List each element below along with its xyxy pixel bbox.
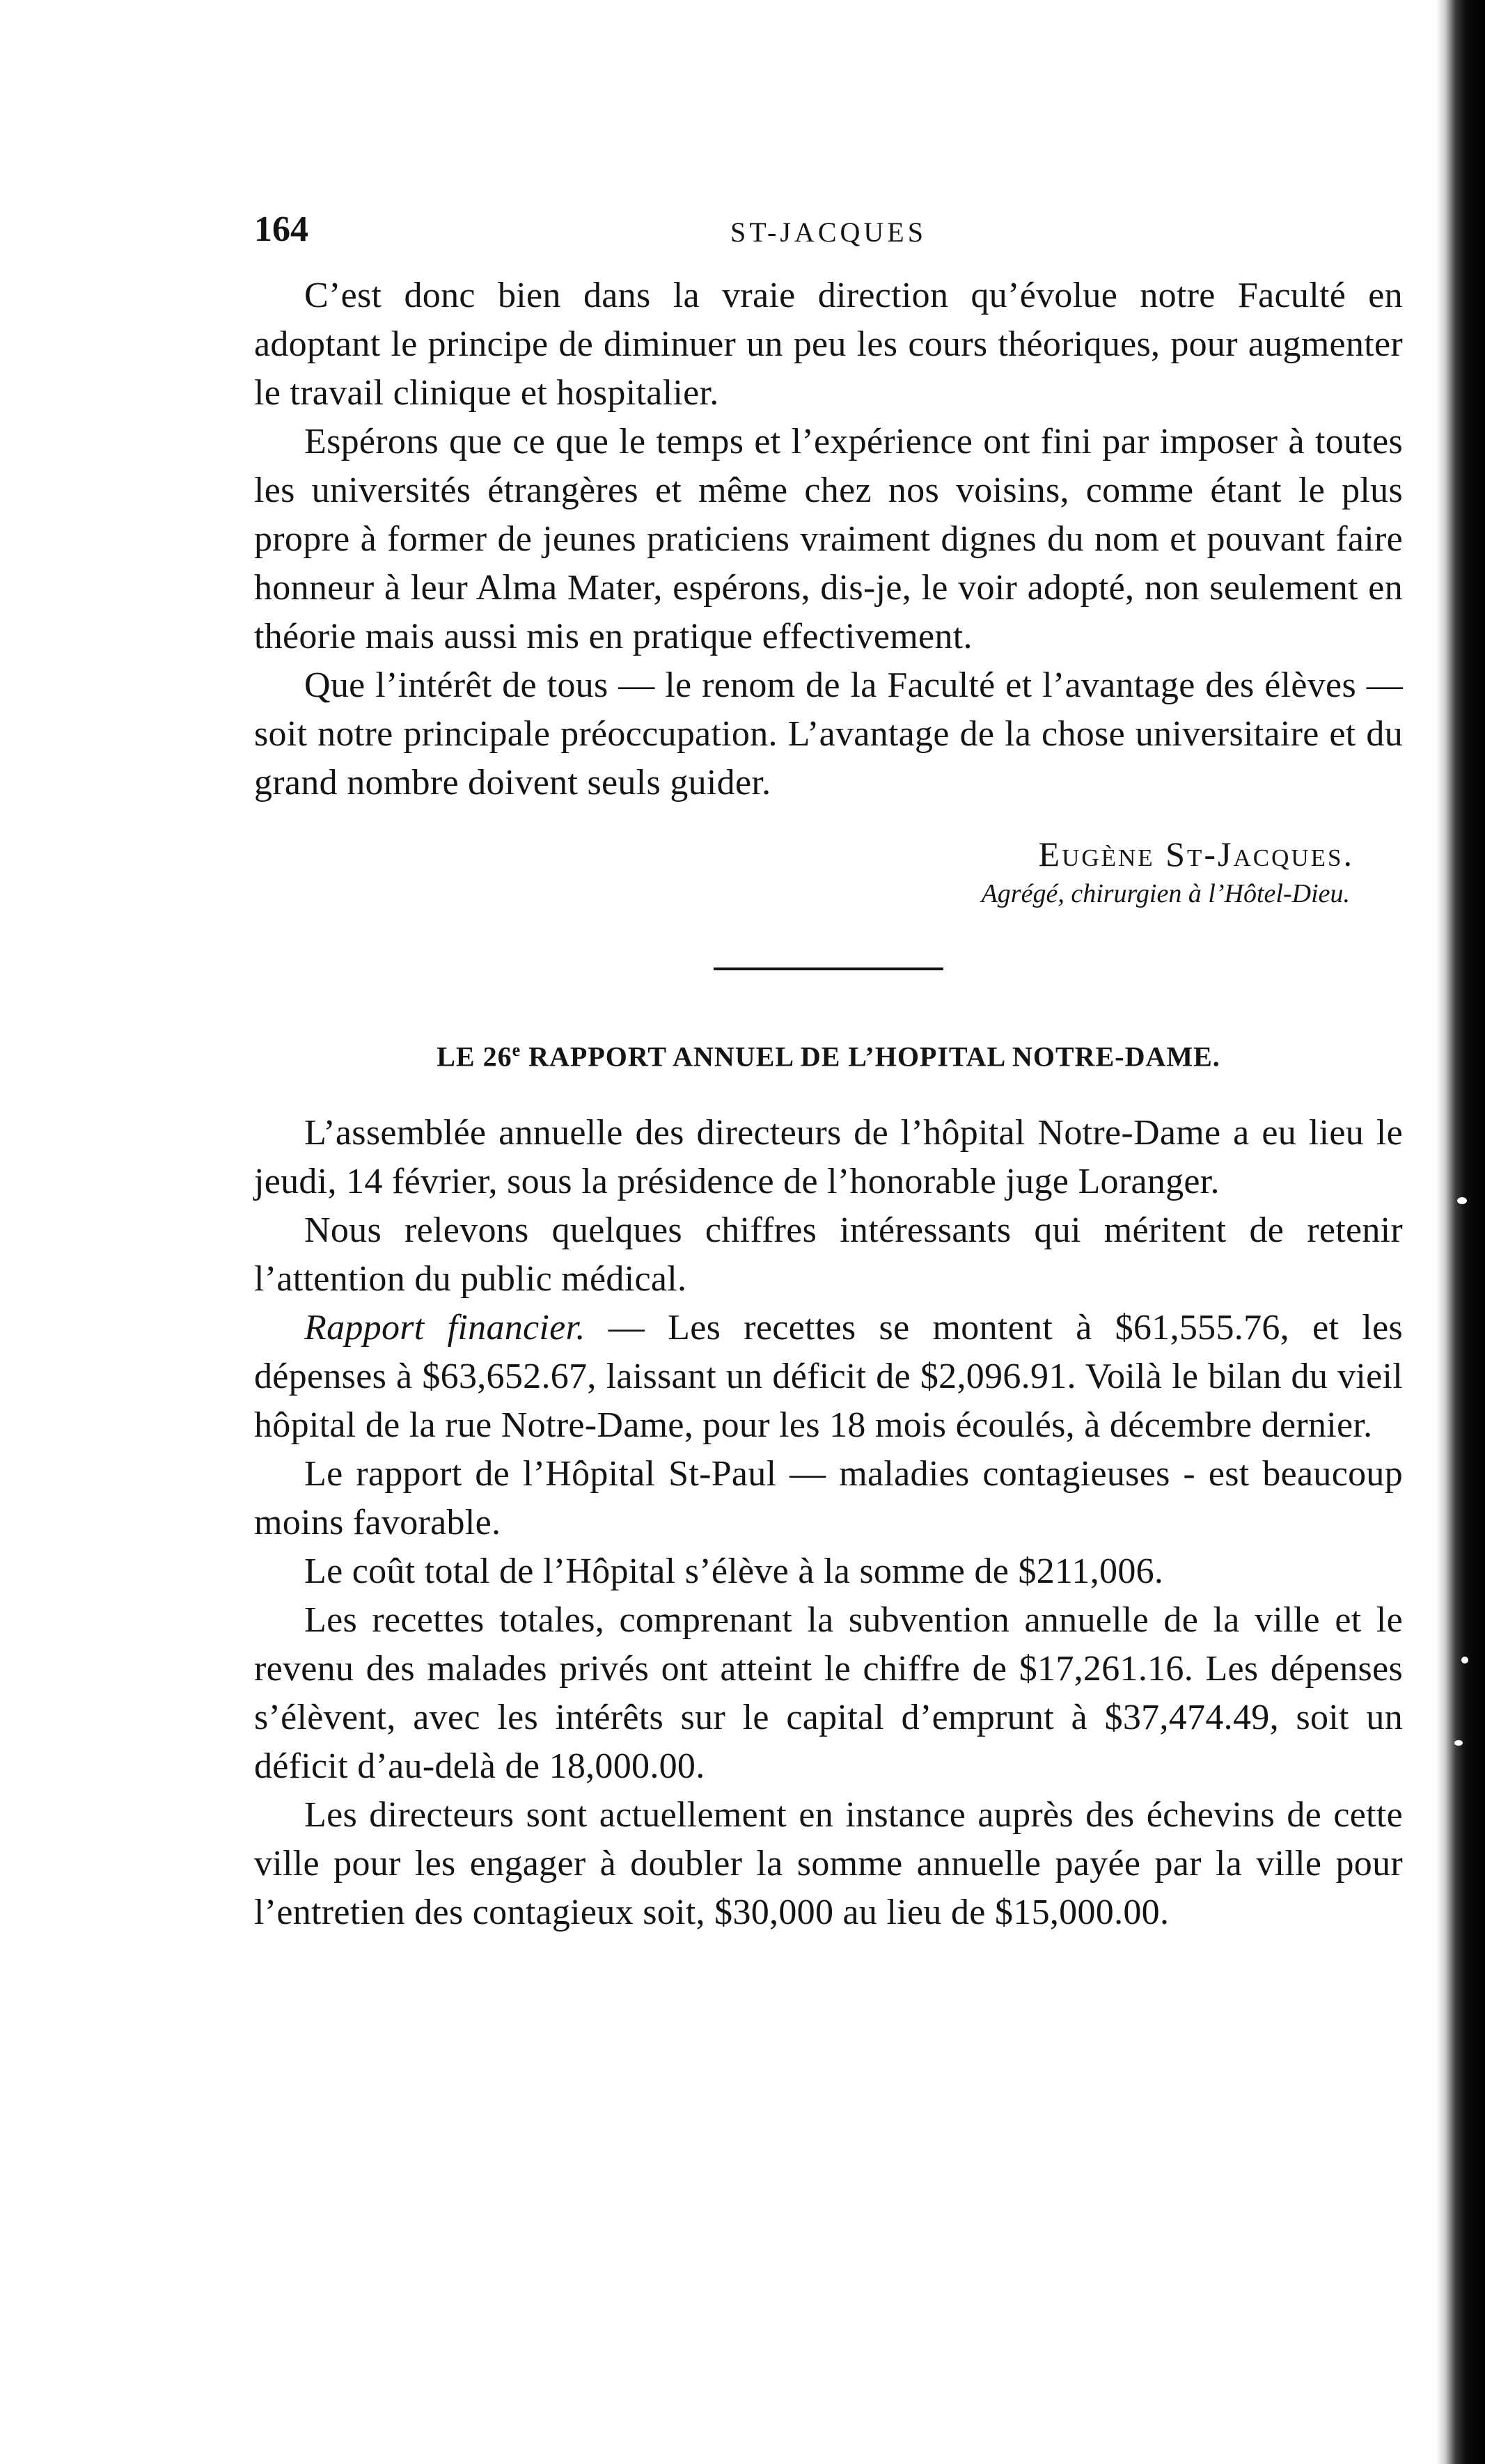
article-st-jacques [254, 271, 1403, 912]
scan-speck [1461, 1657, 1468, 1664]
paragraph-rest: — Les recettes se montent à $61,555.76, et les dépenses à $63,652.67, laissant un déficit de $2,096.91. Voilà le bilan du vieil hôpital de la rue Notre-Dame, pour les 18 mois écoulés, à décembre dernier. [254, 1308, 1403, 1446]
paragraph: Les directeurs sont actuellement en instance auprès des échevins de cette ville pour les engager à doubler la somme annuelle payée par la ville pour l’entretien des contagieux soit, $30,000 au lieu de $15,000.00. [254, 1795, 1403, 1933]
paragraph-lead: Rapport financier. [304, 1308, 586, 1348]
scan-binding-edge [1436, 0, 1485, 2464]
scan-speck [1457, 1197, 1467, 1204]
paragraph: L’assemblée annuelle des directeurs de l’hôpital Notre-Dame a eu lieu le jeudi, 14 février, sous la présidence de l’honorable juge Loranger. [254, 1113, 1403, 1202]
page-number: 164 [254, 210, 308, 249]
paragraph: C’est donc bien dans la vraie direction qu’évolue notre Faculté en adoptant le principe de diminuer un peu les cours théoriques, pour augmenter le travail clinique et hospitalier. [254, 276, 1403, 413]
paragraph: Le rapport de l’Hôpital St-Paul — maladies contagieuses - est beaucoup moins favorable. [254, 1454, 1403, 1543]
section-divider [714, 968, 943, 970]
page-content [254, 209, 1403, 1937]
author-title: Agrégé, chirurgien à l’Hôtel-Dieu. [981, 879, 1350, 908]
paragraph: Nous relevons quelques chiffres intéressants qui méritent de retenir l’attention du public médical. [254, 1210, 1403, 1300]
heading-superscript: e [512, 1040, 521, 1060]
signature-block [254, 832, 1403, 912]
paragraph-financial [254, 1304, 1403, 1450]
running-title: ST-JACQUES [730, 216, 927, 248]
paragraph: Que l’intérêt de tous — le renom de la Faculté et l’avantage des élèves — soit notre principale préoccupation. L’avantage de la chose universitaire et du grand nombre doivent seuls guider. [254, 665, 1403, 803]
paragraph: Le coût total de l’Hôpital s’élève à la somme de $211,006. [304, 1551, 1164, 1592]
heading-suffix: RAPPORT ANNUEL DE L’HOPITAL NOTRE-DAME. [521, 1041, 1220, 1073]
paragraph: Espérons que ce que le temps et l’expérience ont fini par imposer à toutes les universités étrangères et même chez nos voisins, comme étant le plus propre à former de jeunes praticiens vraiment dignes du nom et pouvant faire honneur à leur Alma Mater, espérons, dis-je, le voir adopté, non seulement en théorie mais aussi mis en pratique effectivement. [254, 422, 1403, 656]
paragraph: Les recettes totales, comprenant la subvention annuelle de la ville et le revenu des malades privés ont atteint le chiffre de $17,261.16. Les dépenses s’élèvent, avec les intérêts sur le capital d’emprunt à $37,474.49, soit un déficit d’au-delà de 18,000.00. [254, 1600, 1403, 1787]
author-name: Eugène St-Jacques. [1038, 835, 1354, 874]
article-rapport-annuel [254, 1040, 1403, 1937]
section-heading [254, 1040, 1403, 1073]
heading-prefix: LE 26 [437, 1041, 512, 1073]
running-head [254, 209, 1403, 271]
scan-speck [1454, 1740, 1463, 1746]
